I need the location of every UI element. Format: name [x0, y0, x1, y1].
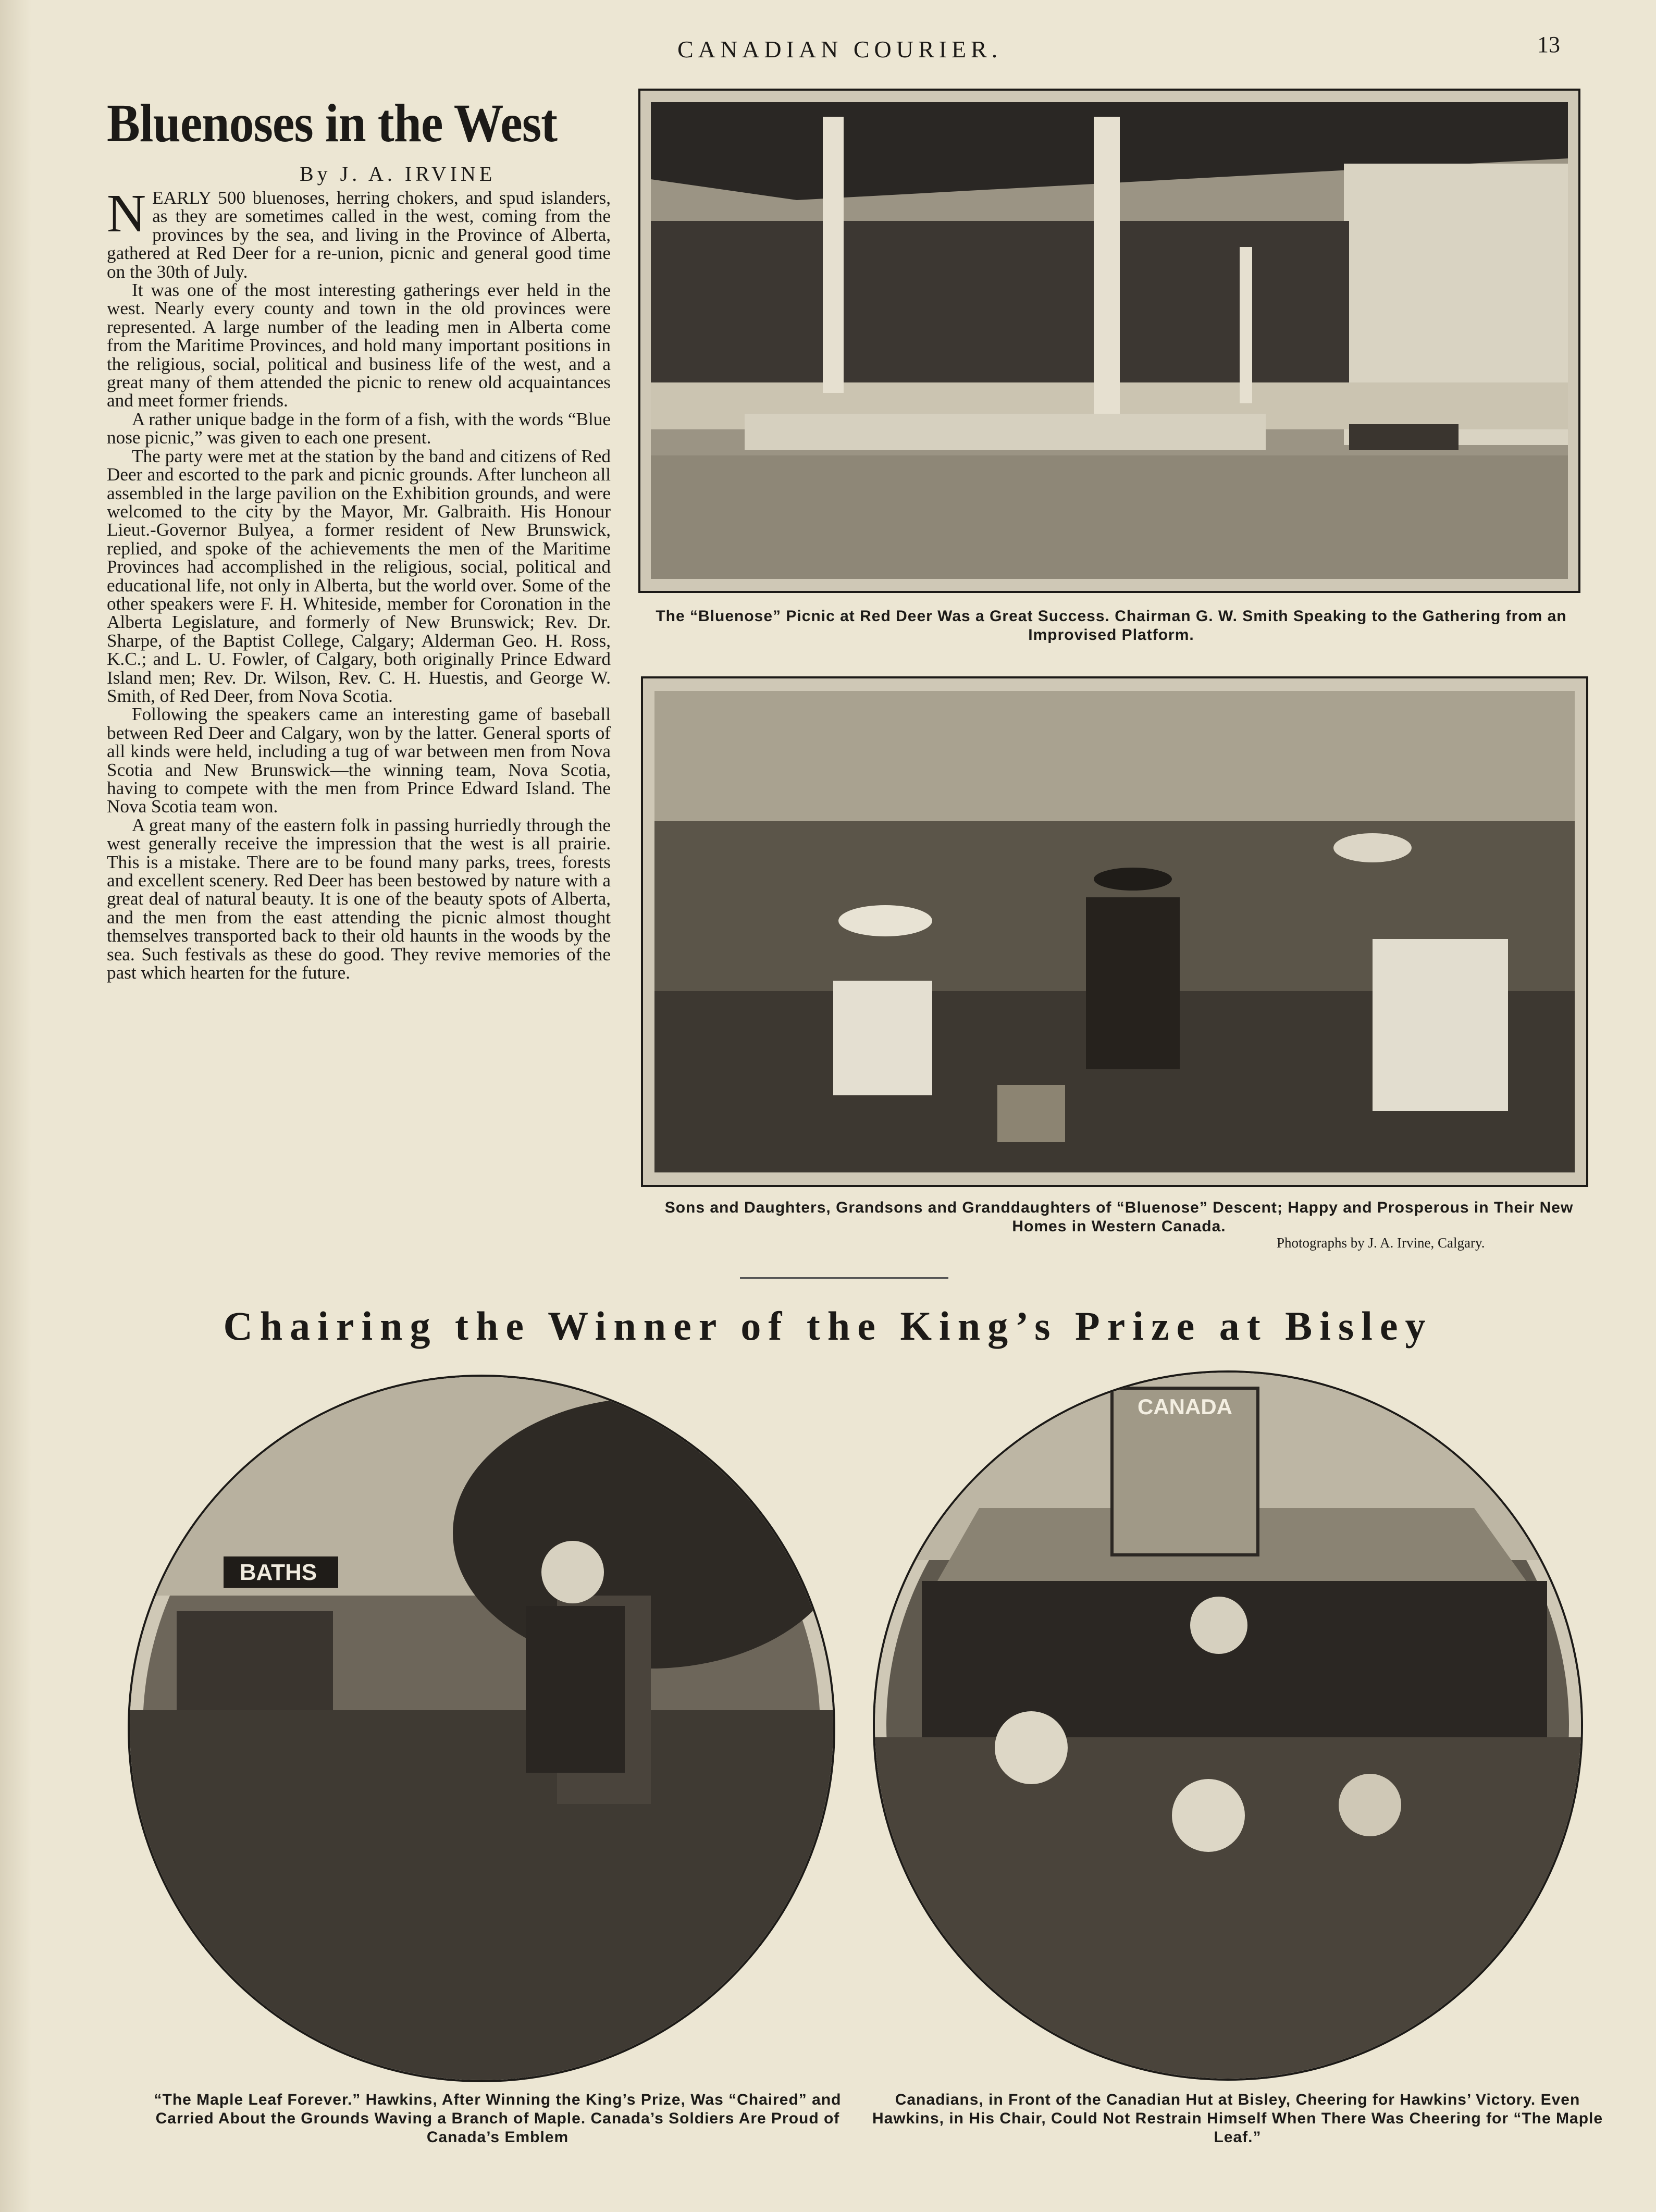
- canadian-hut-photo: [873, 1370, 1583, 2081]
- page-edge: [0, 0, 31, 2212]
- baths-sign: BATHS: [239, 1560, 317, 1585]
- picnic-photo: [641, 676, 1588, 1187]
- photo-credit: Photographs by J. A. Irvine, Calgary.: [1277, 1235, 1485, 1251]
- paragraph-2: It was one of the most interesting gatherings ever held in the west. Nearly every county and town in the old provinces were represented. A large number of the leading men in Alberta come from the Maritime Provinces, and hold many important positions in the religious, social, political and business life of the west, and a great many of them attended the picnic to renew old acquaintances and meet former friends.: [107, 280, 611, 411]
- canadian-hut-image: [875, 1373, 1581, 2079]
- drop-cap: N: [107, 183, 146, 243]
- picnic-caption: Sons and Daughters, Grandsons and Granddaughters of “Bluenose” Descent; Happy and Prosperous in Their New Homes in Western Canada.: [664, 1199, 1574, 1235]
- byline: By J. A. IRVINE: [300, 162, 496, 186]
- article-title: Bluenoses in the West: [107, 93, 558, 153]
- paragraph-3: A rather unique badge in the form of a fish, with the words “Blue nose picnic,” was given to each one present.: [107, 409, 611, 448]
- grandstand-image: [640, 91, 1578, 591]
- right-photo-caption: Canadians, in Front of the Canadian Hut at Bisley, Cheering for Hawkins’ Victory. Even Hawkins, in His Chair, Could Not Restrain Himself When There Was Cheering for “The Maple Leaf.”: [872, 2091, 1603, 2146]
- paragraph-4: The party were met at the station by the band and citizens of Red Deer and escorted to the park and picnic grounds. After luncheon all assembled in the large pavilion on the Exhibition grounds, and were welcomed to the city by the Mayor, Mr. Galbraith. His Honour Lieut.-Governor Bulyea, a former resident of New Brunswick, replied, and spoke of the achievements the men of the Maritime Provinces had accomplished in the religious, social, political and educational life, not only in Alberta, but the world over. Some of the other speakers were F. H. Whiteside, member for Coronation in the Alberta Legislature, and formerly of New Brunswick; Rev. Dr. Sharpe, of the Baptist College, Calgary; Alderman Geo. H. Ross, K.C.; and L. U. Fowler, of Calgary, both originally Prince Edward Island men; Rev. Dr. Wilson, Rev. C. H. Huestis, and George W. Smith, of Red Deer, from Nova Scotia.: [107, 446, 611, 706]
- section-divider: [740, 1277, 948, 1279]
- left-photo-caption: “The Maple Leaf Forever.” Hawkins, After Winning the King’s Prize, Was “Chaired” and Carried About the Grounds Waving a Branch of Maple. Canada’s Soldiers Are Proud of Canada’s Emblem: [154, 2091, 842, 2146]
- grandstand-photo: [638, 89, 1580, 593]
- paragraph-1: [107, 183, 611, 282]
- paragraph-5: Following the speakers came an interesting game of baseball between Red Deer and Calgary, won by the latter. General sports of all kinds were held, including a tug of war between men from Nova Scotia and New Brunswick—the winning team, Nova Scotia, having to compete with the men from Prince Edward Island. The Nova Scotia team won.: [107, 704, 611, 817]
- canada-sign: CANADA: [1138, 1394, 1232, 1419]
- running-header: CANADIAN COURIER.: [677, 36, 1003, 63]
- page-number: 13: [1537, 32, 1560, 57]
- paragraph-1-text: EARLY 500 bluenoses, herring chokers, and spud islanders, as they are sometimes called in the west, coming from the provinces by the sea, and living in the Province of Alberta, gathered at Red Deer for a re-union, picnic and general good time on the 30th of July.: [107, 188, 611, 282]
- paragraph-6: A great many of the eastern folk in passing hurriedly through the west generally receive the impression that the west is all prairie. This is a mistake. There are to be found many parks, trees, forests and excellent scenery. Red Deer has been bestowed by nature with a great deal of natural beauty. It is one of the beauty spots of Alberta, and the men from the east attending the picnic almost thought themselves transported back to their old haunts in the woods by the sea. Such festivals as these do good. They revive memories of the past which hearten for the future.: [107, 814, 611, 983]
- bisley-section-title: Chairing the Winner of the King’s Prize at Bisley: [223, 1303, 1433, 1349]
- grandstand-caption: The “Bluenose” Picnic at Red Deer Was a Great Success. Chairman G. W. Smith Speaking to the Gathering from an Improvised Platform.: [656, 608, 1567, 644]
- hawkins-chaired-photo: [128, 1375, 835, 2082]
- picnic-image: [643, 678, 1586, 1185]
- article-body: [107, 183, 611, 983]
- hawkins-chaired-image: [130, 1377, 833, 2080]
